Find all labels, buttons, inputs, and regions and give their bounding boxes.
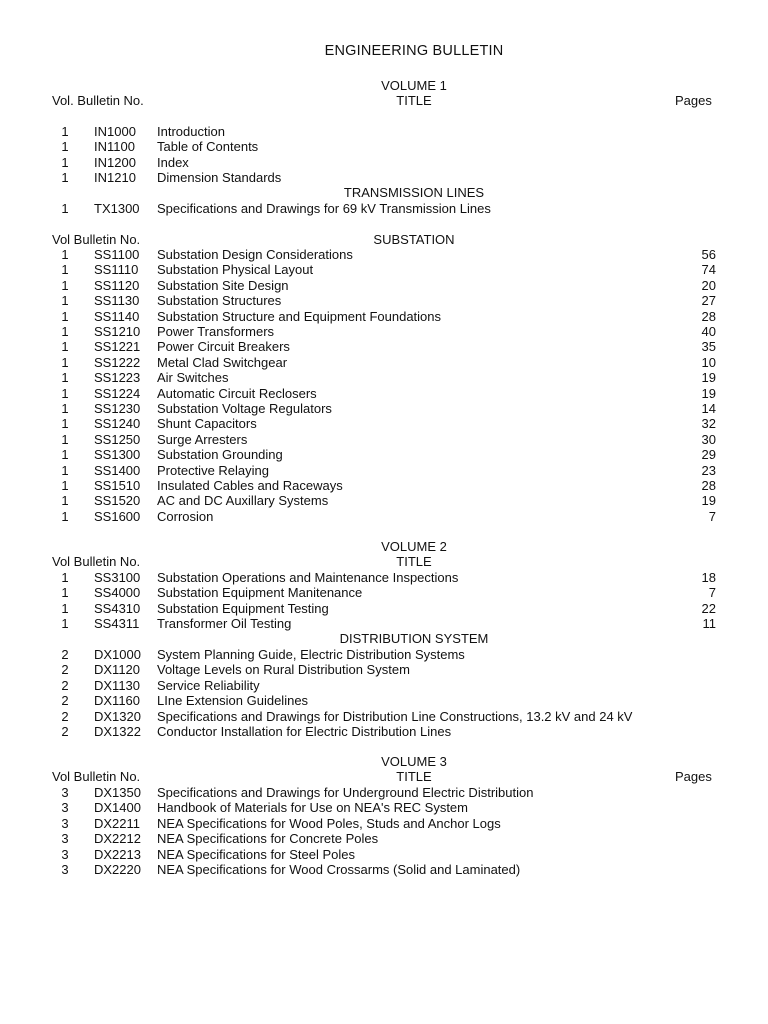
volume-2-column-header-vol-bulletin: Vol Bulletin No. <box>52 554 141 569</box>
bulletin-row <box>0 370 768 385</box>
bulletin-row <box>0 339 768 354</box>
row-vol: 3 <box>61 800 69 816</box>
row-bulletin-number: SS1250 <box>94 431 141 447</box>
row-vol: 1 <box>61 478 69 493</box>
bulletin-row <box>0 509 768 524</box>
row-pages: 29 <box>701 447 716 463</box>
row-title: Substation Structures <box>157 293 282 309</box>
bulletin-row <box>0 785 768 800</box>
row-title: Power Transformers <box>157 324 275 339</box>
row-vol: 1 <box>61 493 69 509</box>
row-pages: 28 <box>701 478 716 493</box>
row-pages: 7 <box>708 585 716 601</box>
row-title: Surge Arresters <box>157 431 248 447</box>
row-title: Power Circuit Breakers <box>157 339 290 355</box>
row-vol: 1 <box>61 462 69 478</box>
row-title: Corrosion <box>157 508 214 524</box>
bulletin-row <box>0 478 768 493</box>
row-pages: 19 <box>701 385 716 401</box>
row-pages: 20 <box>701 277 716 293</box>
row-pages: 35 <box>701 339 716 355</box>
row-bulletin-number: IN1210 <box>94 170 136 186</box>
row-pages: 7 <box>708 508 716 524</box>
volume-2-heading: VOLUME 2 <box>381 539 447 554</box>
row-bulletin-number: SS4311 <box>94 616 140 632</box>
row-vol: 1 <box>61 339 69 355</box>
row-pages: 56 <box>701 247 716 262</box>
distribution-system-heading: DISTRIBUTION SYSTEM <box>339 631 489 646</box>
row-vol: 1 <box>61 616 69 632</box>
bulletin-row <box>0 463 768 478</box>
row-vol: 1 <box>61 247 69 262</box>
volume-3-column-header-pages: Pages <box>675 769 712 784</box>
row-pages: 22 <box>701 600 716 616</box>
row-bulletin-number: DX1120 <box>94 662 141 678</box>
row-vol: 1 <box>61 385 69 401</box>
row-pages: 74 <box>701 262 716 278</box>
row-title: NEA Specifications for Wood Poles, Studs and Anchor Logs <box>157 815 501 831</box>
bulletin-row <box>0 262 768 277</box>
row-title: Shunt Capacitors <box>157 416 257 432</box>
row-bulletin-number: SS4000 <box>94 585 141 601</box>
row-vol: 1 <box>61 600 69 616</box>
row-vol: 1 <box>61 308 69 324</box>
row-title: AC and DC Auxillary Systems <box>157 493 329 509</box>
bulletin-row <box>0 447 768 462</box>
row-title: Insulated Cables and Raceways <box>157 478 343 493</box>
row-bulletin-number: DX2213 <box>94 846 141 862</box>
bulletin-row <box>0 724 768 739</box>
row-vol: 2 <box>61 724 69 739</box>
row-vol: 1 <box>61 354 69 370</box>
row-bulletin-number: DX2220 <box>94 862 141 877</box>
row-bulletin-number: SS1222 <box>94 354 141 370</box>
row-vol: 3 <box>61 831 69 847</box>
row-title: Handbook of Materials for Use on NEA's REC System <box>157 800 468 816</box>
bulletin-row <box>0 693 768 708</box>
row-pages: 32 <box>701 416 716 432</box>
bulletin-row <box>0 709 768 724</box>
row-bulletin-number: DX2211 <box>94 815 141 831</box>
row-vol: 1 <box>61 293 69 309</box>
row-title: Air Switches <box>157 370 229 386</box>
row-vol: 1 <box>61 324 69 339</box>
bulletin-row <box>0 862 768 877</box>
row-title: Transformer Oil Testing <box>157 616 292 632</box>
row-bulletin-number: SS1223 <box>94 370 141 386</box>
row-vol: 1 <box>61 201 69 216</box>
row-bulletin-number: IN1100 <box>94 139 135 155</box>
row-vol: 1 <box>61 154 69 170</box>
volume-3-column-header-vol-bulletin: Vol Bulletin No. <box>52 769 141 784</box>
row-pages: 14 <box>701 401 716 416</box>
bulletin-row <box>0 601 768 616</box>
row-title: Introduction <box>157 124 225 139</box>
row-vol: 3 <box>61 862 69 877</box>
bulletin-row <box>0 124 768 139</box>
row-title: Protective Relaying <box>157 462 269 478</box>
row-bulletin-number: SS1221 <box>94 339 141 355</box>
row-vol: 3 <box>61 846 69 862</box>
bulletin-row <box>0 432 768 447</box>
row-bulletin-number: SS1210 <box>94 324 141 339</box>
row-bulletin-number: DX2212 <box>94 831 141 847</box>
row-title: Substation Operations and Maintenance Inspections <box>157 570 459 585</box>
row-title: Automatic Circuit Reclosers <box>157 385 317 401</box>
row-vol: 1 <box>61 585 69 601</box>
row-title: NEA Specifications for Wood Crossarms (Solid and Laminated) <box>157 862 521 877</box>
row-bulletin-number: SS1100 <box>94 247 140 262</box>
substation-heading: SUBSTATION <box>373 232 455 247</box>
substation-column-header-vol-bulletin: Vol Bulletin No. <box>52 232 141 247</box>
row-title: LIne Extension Guidelines <box>157 693 309 709</box>
row-bulletin-number: SS1110 <box>94 262 139 278</box>
row-bulletin-number: SS1510 <box>94 478 141 493</box>
row-vol: 1 <box>61 416 69 432</box>
row-bulletin-number: DX1320 <box>94 708 141 724</box>
row-title: Substation Grounding <box>157 447 283 463</box>
bulletin-row <box>0 816 768 831</box>
bulletin-row <box>0 647 768 662</box>
row-pages: 19 <box>701 370 716 386</box>
volume-3-column-header-title: TITLE <box>396 769 432 784</box>
row-title: Table of Contents <box>157 139 259 155</box>
row-bulletin-number: TX1300 <box>94 201 140 216</box>
bulletin-row <box>0 678 768 693</box>
row-pages: 27 <box>701 293 716 309</box>
row-title: NEA Specifications for Concrete Poles <box>157 831 379 847</box>
row-vol: 1 <box>61 262 69 278</box>
row-vol: 1 <box>61 431 69 447</box>
row-title: Specifications and Drawings for Underground Electric Distribution <box>157 785 534 800</box>
bulletin-row <box>0 847 768 862</box>
row-bulletin-number: SS1240 <box>94 416 141 432</box>
column-header-vol-bulletin: Vol. Bulletin No. <box>52 93 144 108</box>
bulletin-row <box>0 493 768 508</box>
row-vol: 1 <box>61 370 69 386</box>
row-title: Specifications and Drawings for 69 kV Transmission Lines <box>157 201 491 216</box>
row-title: Voltage Levels on Rural Distribution System <box>157 662 410 678</box>
volume-2-column-header-title: TITLE <box>396 554 432 569</box>
bulletin-row <box>0 355 768 370</box>
bulletin-row <box>0 309 768 324</box>
column-header-title: TITLE <box>396 93 432 108</box>
row-pages: 19 <box>701 493 716 509</box>
volume-1-heading: VOLUME 1 <box>381 78 447 93</box>
row-pages: 40 <box>701 324 716 339</box>
row-title: Substation Equipment Manitenance <box>157 585 363 601</box>
bulletin-row <box>0 139 768 154</box>
row-bulletin-number: IN1200 <box>94 154 136 170</box>
row-bulletin-number: SS1140 <box>94 308 140 324</box>
row-bulletin-number: SS1600 <box>94 508 141 524</box>
transmission-lines-heading: TRANSMISSION LINES <box>343 185 485 200</box>
row-vol: 3 <box>61 815 69 831</box>
row-pages: 23 <box>701 462 716 478</box>
row-bulletin-number: DX1322 <box>94 724 141 739</box>
row-bulletin-number: SS1130 <box>94 293 140 309</box>
row-title: System Planning Guide, Electric Distribution Systems <box>157 647 465 662</box>
row-bulletin-number: DX1400 <box>94 800 141 816</box>
row-title: Dimension Standards <box>157 170 282 186</box>
row-bulletin-number: SS1120 <box>94 277 140 293</box>
bulletin-row <box>0 293 768 308</box>
row-title: Substation Site Design <box>157 277 289 293</box>
row-bulletin-number: DX1130 <box>94 677 141 693</box>
row-title: Index <box>157 154 189 170</box>
row-vol: 1 <box>61 139 69 155</box>
row-vol: 1 <box>61 508 69 524</box>
bulletin-row <box>0 831 768 846</box>
row-bulletin-number: SS1230 <box>94 401 141 416</box>
bulletin-row <box>0 585 768 600</box>
row-pages: 10 <box>701 354 716 370</box>
row-vol: 2 <box>61 693 69 709</box>
row-pages: 18 <box>701 570 716 585</box>
row-title: Substation Equipment Testing <box>157 600 329 616</box>
row-vol: 2 <box>61 662 69 678</box>
bulletin-row <box>0 170 768 185</box>
row-vol: 1 <box>61 570 69 585</box>
bulletin-row <box>0 616 768 631</box>
row-title: Substation Design Considerations <box>157 247 353 262</box>
row-vol: 1 <box>61 170 69 186</box>
row-bulletin-number: SS1520 <box>94 493 141 509</box>
row-bulletin-number: DX1160 <box>94 693 141 709</box>
row-pages: 11 <box>702 616 716 632</box>
bulletin-row <box>0 386 768 401</box>
row-title: Conductor Installation for Electric Distribution Lines <box>157 724 452 739</box>
bulletin-row <box>0 324 768 339</box>
bulletin-row <box>0 155 768 170</box>
bulletin-row <box>0 662 768 677</box>
row-title: Substation Physical Layout <box>157 262 314 278</box>
column-header-pages: Pages <box>675 93 712 108</box>
row-bulletin-number: DX1000 <box>94 647 141 662</box>
row-vol: 1 <box>61 447 69 463</box>
bulletin-row <box>0 401 768 416</box>
bulletin-row <box>0 416 768 431</box>
row-vol: 2 <box>61 677 69 693</box>
row-title: Substation Voltage Regulators <box>157 401 332 416</box>
row-vol: 1 <box>61 277 69 293</box>
row-title: Substation Structure and Equipment Foundations <box>157 308 442 324</box>
row-title: Specifications and Drawings for Distribution Line Constructions, 13.2 kV and 24 kV <box>157 708 633 724</box>
row-bulletin-number: DX1350 <box>94 785 141 800</box>
row-vol: 2 <box>61 647 69 662</box>
bulletin-row <box>0 800 768 815</box>
bulletin-row <box>0 201 768 216</box>
bulletin-row <box>0 570 768 585</box>
bulletin-row <box>0 247 768 262</box>
row-vol: 1 <box>61 124 69 139</box>
row-title: NEA Specifications for Steel Poles <box>157 846 355 862</box>
row-pages: 30 <box>701 431 716 447</box>
row-vol: 1 <box>61 401 69 416</box>
bulletin-row <box>0 278 768 293</box>
row-vol: 3 <box>61 785 69 800</box>
row-pages: 28 <box>701 308 716 324</box>
row-bulletin-number: IN1000 <box>94 124 136 139</box>
row-vol: 2 <box>61 708 69 724</box>
row-bulletin-number: SS1300 <box>94 447 141 463</box>
row-bulletin-number: SS1224 <box>94 385 141 401</box>
row-bulletin-number: SS4310 <box>94 600 141 616</box>
row-bulletin-number: SS3100 <box>94 570 141 585</box>
volume-3-heading: VOLUME 3 <box>381 754 447 769</box>
document-title: ENGINEERING BULLETIN <box>324 43 504 59</box>
row-bulletin-number: SS1400 <box>94 462 141 478</box>
row-title: Service Reliability <box>157 677 260 693</box>
row-title: Metal Clad Switchgear <box>157 354 288 370</box>
